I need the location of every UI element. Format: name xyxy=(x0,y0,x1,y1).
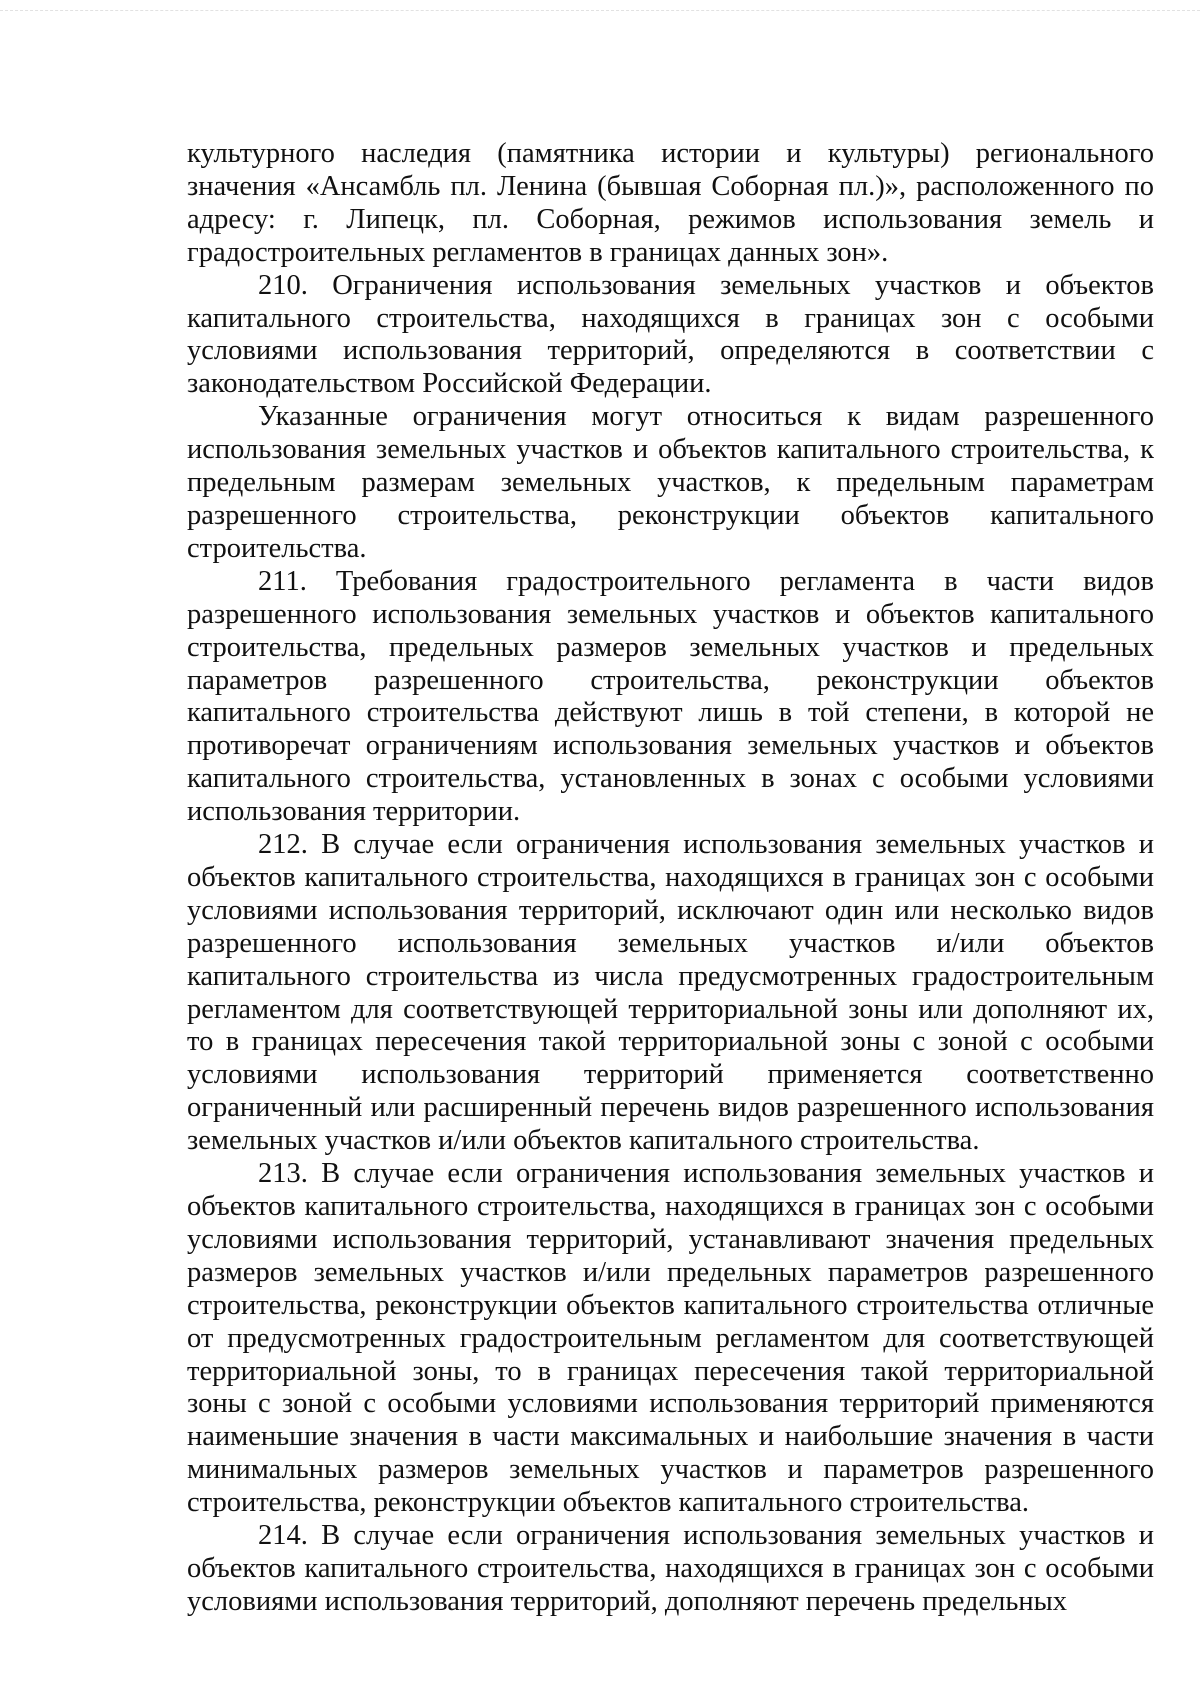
paragraph-210: 210. Ограничения использования земельных участков и объектов капитального строительства, находящихся в границах зон с особыми условиями использования территорий, определяются в соответствии с законодательством Российской Федерации. xyxy=(187,269,1154,400)
paragraph-214: 214. В случае если ограничения использования земельных участков и объектов капитального строительства, находящихся в границах зон с особыми условиями использования территорий, дополняют перечень предельных xyxy=(187,1520,1154,1617)
paragraph-211: 211. Требования градостроительного регламента в части видов разрешенного использования земельных участков и объектов капитального строительства, предельных размеров земельных участков и предельных параметров разрешенного строительства, реконструкции объектов капитального строительства действуют лишь в той степени, в которой не противоречат ограничениям использования земельных участков и объектов капитального строительства, установленных в зонах с особыми условиями использования территории. xyxy=(187,565,1154,828)
paragraph-restrictions: Указанные ограничения могут относиться к видам разрешенного использования земельных участков и объектов капитального строительства, к предельным размерам земельных участков, к предельным параметрам разрешенного строительства, реконструкции объектов капитального строительства. xyxy=(187,401,1154,564)
document-text xyxy=(187,138,1154,1619)
paragraph-213: 213. В случае если ограничения использования земельных участков и объектов капитального строительства, находящихся в границах зон с особыми условиями использования территорий, устанавливают значения предельных размеров земельных участков и/или предельных параметров разрешенного строительства, реконструкции объектов капитального строительства отличные от предусмотренных градостроительным регламентом для соответствующей территориальной зоны, то в границах пересечения такой территориальной зоны с зоной с особыми условиями использования территорий применяются наименьшие значения в части максимальных и наибольшие значения в части минимальных размеров земельных участков и параметров разрешенного строительства, реконструкции объектов капитального строительства. xyxy=(187,1158,1154,1519)
paragraph-212: 212. В случае если ограничения использования земельных участков и объектов капитального строительства, находящихся в границах зон с особыми условиями использования территорий, исключают один или несколько видов разрешенного использования земельных участков и/или объектов капитального строительства из числа предусмотренных градостроительным регламентом для соответствующей территориальной зоны или дополняют их, то в границах пересечения такой территориальной зоны с зоной с особыми условиями использования территорий применяется соответственно ограниченный или расширенный перечень видов разрешенного использования земельных участков и/или объектов капитального строительства. xyxy=(187,829,1154,1157)
scan-edge-line xyxy=(0,10,1200,11)
paragraph-continuation: культурного наследия (памятника истории и культуры) регионального значения «Ансамбль пл. Ленина (бывшая Соборная пл.)», расположенного по адресу: г. Липецк, пл. Соборная, режимов использования земель и градостроительных регламентов в границах данных зон». xyxy=(187,138,1154,268)
